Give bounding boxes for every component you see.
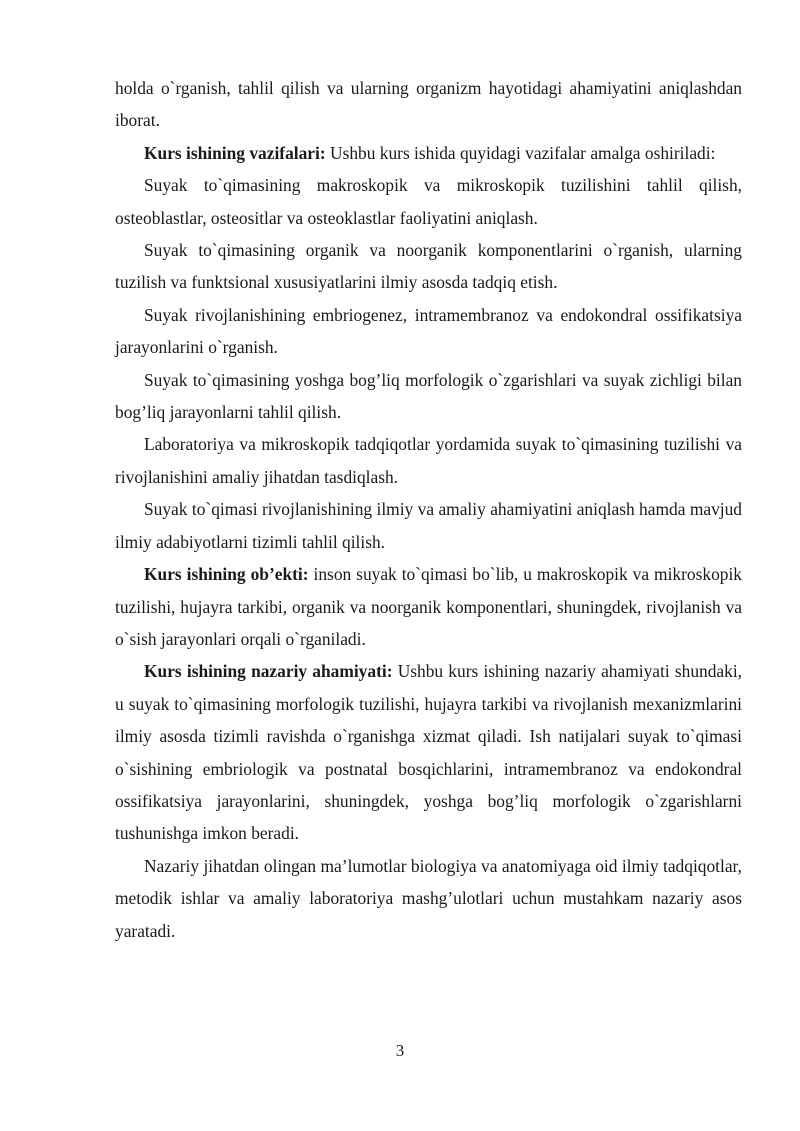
tasks-heading: Kurs ishining vazifalari: [144, 142, 326, 163]
paragraph-tasks-intro: Kurs ishining vazifalari: Ushbu kurs ishida quyidagi vazifalar amalga oshiriladi: [144, 142, 716, 163]
paragraph-task-3: Suyak rivojlanishining embriogenez, intramembranoz va endokondral ossifikatsiya jarayonlarini o`rganish. [115, 304, 742, 358]
significance-heading: Kurs ishining nazariy ahamiyati: [144, 661, 393, 682]
object-heading: Kurs ishining ob’ekti: [144, 564, 309, 585]
paragraph-task-6: Suyak to`qimasi rivojlanishining ilmiy va amaliy ahamiyatini aniqlash hamda mavjud ilmiy adabiyotlarni tizimli tahlil qilish. [115, 499, 742, 552]
paragraph-continuation: holda o`rganish, tahlil qilish va ularning organizm hayotidagi ahamiyatini aniqlashdan iborat. [115, 78, 742, 131]
paragraph-object: Kurs ishining ob’ekti: inson suyak to`qimasi bo`lib, u makroskopik va mikroskopik tuzilishi, hujayra tarkibi, organik va noorganik komponentlari, shuningdek, rivojlanish va o`sish jarayonlari orqali o`rganiladi. [115, 564, 742, 649]
body-text [115, 72, 742, 947]
page-number: 3 [395, 1041, 405, 1060]
paragraph-conclusion: Nazariy jihatdan olingan ma’lumotlar biologiya va anatomiyaga oid ilmiy tadqiqotlar, metodik ishlar va amaliy laboratoriya mashg’ulotlari uchun mustahkam nazariy asos yaratadi. [115, 855, 742, 941]
paragraph-theoretical-significance: Kurs ishining nazariy ahamiyati: Ushbu kurs ishining nazariy ahamiyati shundaki, u suyak to`qimasining morfologik tuzilishi, hujayra tarkibi va rivojlanish mexanizmlarini ilmiy asosda tizimli ravishda o`rganishga xizmat qiladi. Ish natijalari suyak to`qimasi o`sishining embriologik va postnatal bosqichlarini, intramembranoz va endokondral ossifikatsiya jarayonlarini, shuningdek, yoshga bog’liq morfologik o`zgarishlarni tushunishga imkon beradi. [115, 661, 742, 844]
paragraph-task-4: Suyak to`qimasining yoshga bog’liq morfologik o`zgarishlari va suyak zichligi bilan bog’liq jarayonlarni tahlil qilish. [115, 369, 742, 423]
paragraph-task-1: Suyak to`qimasining makroskopik va mikroskopik tuzilishini tahlil qilish, osteoblastlar, osteositlar va osteoklastlar faoliyatini aniqlash. [115, 175, 742, 228]
paragraph-task-5: Laboratoriya va mikroskopik tadqiqotlar yordamida suyak to`qimasining tuzilishi va rivojlanishini amaliy jihatdan tasdiqlash. [115, 434, 742, 487]
paragraph-task-2: Suyak to`qimasining organik va noorganik komponentlarini o`rganish, ularning tuzilish va funktsional xususiyatlarini ilmiy asosda tadqiq etish. [115, 240, 742, 293]
